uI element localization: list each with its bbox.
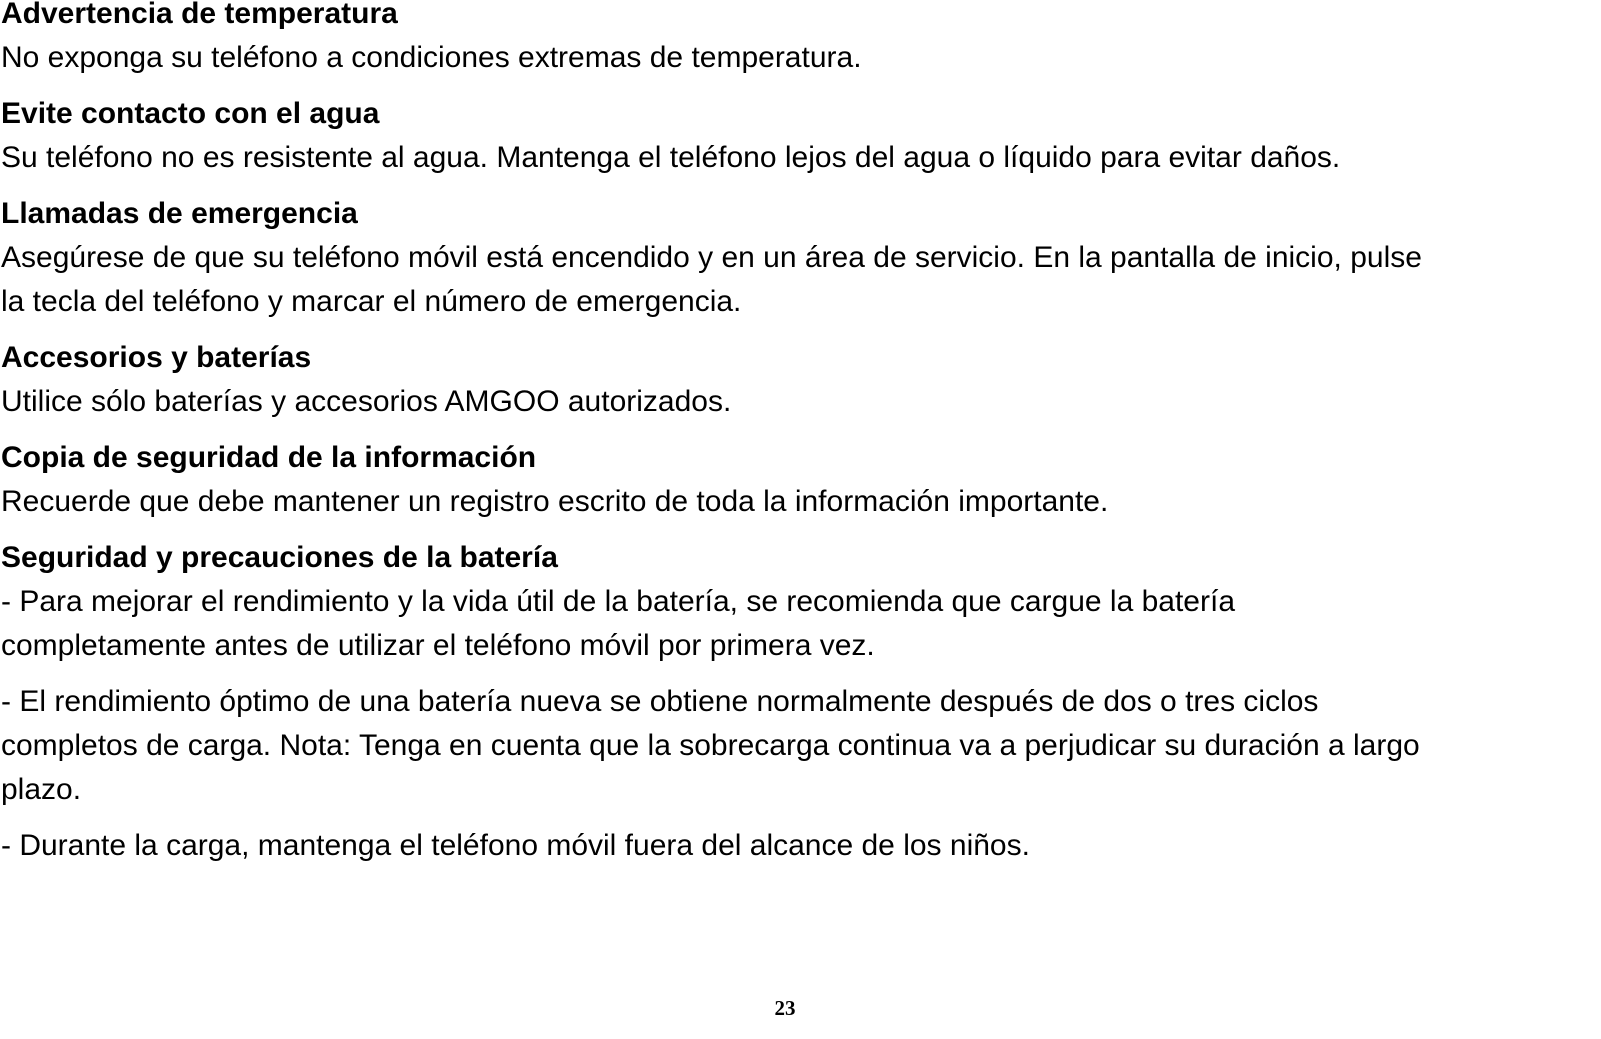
paragraph-line: plazo. [1,773,82,806]
section-heading: Seguridad y precauciones de la batería [1,541,558,574]
paragraph [1,380,1601,424]
section-heading: Advertencia de temperatura [1,0,398,30]
paragraph-line: Su teléfono no es resistente al agua. Mantenga el teléfono lejos del agua o líquido para evitar daños. [1,141,1341,174]
paragraph-line: No exponga su teléfono a condiciones extremas de temperatura. [1,41,862,74]
paragraph-line: completamente antes de utilizar el teléfono móvil por primera vez. [1,629,875,662]
paragraph [1,36,1601,80]
paragraph [1,480,1601,524]
paragraph-line: Utilice sólo baterías y accesorios AMGOO autorizados. [1,385,732,418]
paragraph [1,680,1601,812]
paragraph-line: - El rendimiento óptimo de una batería nueva se obtiene normalmente después de dos o tres ciclos [1,685,1319,718]
section-heading: Llamadas de emergencia [1,197,358,230]
paragraph-line: Recuerde que debe mantener un registro escrito de toda la información importante. [1,485,1109,518]
paragraph-line: - Para mejorar el rendimiento y la vida útil de la batería, se recomienda que cargue la batería [1,585,1235,618]
page-number: 23 [774,996,796,1020]
paragraph-line: la tecla del teléfono y marcar el número de emergencia. [1,285,742,318]
paragraph [1,580,1601,668]
document-body [1,0,1601,880]
paragraph-line: completos de carga. Nota: Tenga en cuenta que la sobrecarga continua va a perjudicar su duración a largo [1,729,1420,762]
paragraph [1,136,1601,180]
paragraph [1,824,1601,868]
paragraph-line: Asegúrese de que su teléfono móvil está encendido y en un área de servicio. En la pantalla de inicio, pulse [1,241,1422,274]
section-heading: Evite contacto con el agua [1,97,380,130]
paragraph [1,236,1601,324]
section-heading: Accesorios y baterías [1,341,312,374]
section-heading: Copia de seguridad de la información [1,441,537,474]
paragraph-line: - Durante la carga, mantenga el teléfono móvil fuera del alcance de los niños. [1,829,1030,862]
